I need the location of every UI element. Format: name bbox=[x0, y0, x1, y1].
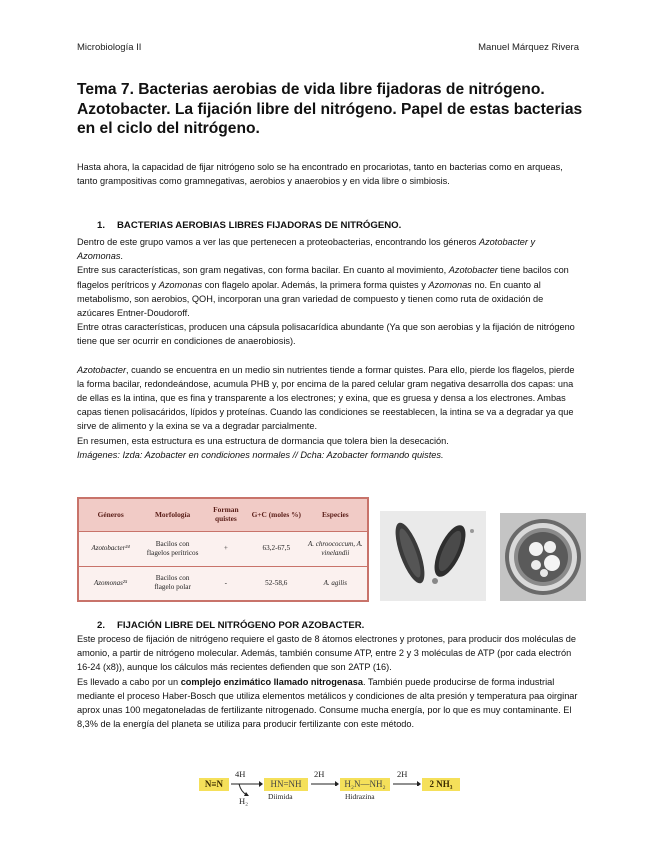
table-header: Morfología bbox=[142, 499, 202, 531]
section1-paragraph-3: Entre otras características, producen una cápsula polisacarídica abundante (Ya que son aerobias y la fijación de nitrógeno tiene que ser ocurrir en condiciones de anaerobiosis). bbox=[77, 322, 575, 347]
section1-heading bbox=[97, 220, 401, 231]
section2-heading bbox=[97, 620, 364, 631]
table-header: Especies bbox=[304, 499, 367, 531]
hydrazine-label: Hidrazina bbox=[345, 792, 375, 801]
nitrogen-reduction-scheme bbox=[195, 769, 465, 812]
table-row bbox=[79, 531, 367, 566]
table-cell: + bbox=[203, 531, 249, 566]
ammonia-box: 2 NH₃ bbox=[422, 778, 460, 791]
arrow2-label: 2H bbox=[314, 769, 325, 779]
hydrazine-box: H₂N—NH₂ bbox=[340, 778, 390, 791]
section2-paragraph-1: Este proceso de fijación de nitrógeno requiere el gasto de 8 átomos electrones y protones, para producir dos moléculas de amonio, a partir de nitrógeno molecular. Además, también consume ATP, entre 2 y 3 moléculas de ATP (por cada electrón 16-24 (x8)), aunque los cálculos más recientes defienden que son 2ATP (16). bbox=[77, 634, 576, 673]
section1-number: 1. bbox=[97, 220, 106, 231]
table-cell: Bacilos con flagelos perítricos bbox=[142, 531, 202, 566]
table-cell: 52-58,6 bbox=[249, 566, 304, 600]
table-cell: Azotobacter²⁴ bbox=[79, 531, 142, 566]
table-header: G+C (moles %) bbox=[249, 499, 304, 531]
table-row bbox=[79, 566, 367, 600]
table-cell: 63,2-67,5 bbox=[249, 531, 304, 566]
table-header: Forman quistes bbox=[203, 499, 249, 531]
section2-body bbox=[77, 632, 582, 731]
section2-paragraph-2: Es llevado a cabo por un complejo enzimático llamado nitrogenasa. También puede producirse de forma industrial mediante el proceso Haber-Bosch que utiliza elementos metálicos y condiciones de alta presión y temperatura paa oirginar aprox unas 100 megatoneladas de fertilizante nitrogenado. Consume mucha energía, por lo que es muy contaminante. El 8,3% de la energía del planeta se utiliza para producir fertilizante con este método. bbox=[77, 676, 578, 730]
table-cell: A. chroococcum, A. vinelandii bbox=[304, 531, 367, 566]
arrow3-icon bbox=[391, 776, 421, 786]
azotobacter-rods-image bbox=[380, 511, 486, 601]
header-left: Microbiología II bbox=[77, 42, 142, 53]
diimide-box: HN=NH bbox=[264, 778, 308, 791]
image-caption: Imágenes: Izda: Azobacter en condiciones normales // Dcha: Azobacter formando quistes. bbox=[77, 449, 444, 460]
header-right: Manuel Márquez Rivera bbox=[478, 42, 579, 53]
section1-body bbox=[77, 235, 582, 462]
azotobacter-cyst-image bbox=[500, 513, 586, 601]
arrow1-label: 4H bbox=[235, 769, 246, 779]
table-cell: - bbox=[203, 566, 249, 600]
table-header: Géneros bbox=[79, 499, 142, 531]
section1-paragraph-4: Azotobacter, cuando se encuentra en un medio sin nutrientes tiende a formar quistes. Para ello, pierde los flagelos, pierde la forma bacilar, redondeándose, acumula PHB y, por encima de la pared celular gram negativa desarrolla dos capas: una de ellas es la intina, que es fina y transparente a los electrones; y exina, que es gruesa y densa a los electrones. Ambas capas tienen polisacáridos, lípidos y proteínas. Cuando las condiciones se reestablecen, la intina se va a degradar ya que sirve de alimento y la exina se va a degradar parcialmente. bbox=[77, 364, 575, 432]
hydrogen-released-label: H₂ bbox=[239, 796, 249, 806]
table-cell: Azomonas²⁵ bbox=[79, 566, 142, 600]
genera-table bbox=[77, 497, 369, 602]
section1-paragraph-1: Dentro de este grupo vamos a ver las que pertenecen a proteobacterias, encontrando los géneros Azotobacter y Azomonas. bbox=[77, 237, 536, 262]
diimide-label: Diimida bbox=[268, 792, 293, 801]
section1-title: BACTERIAS AEROBIAS LIBRES FIJADORAS DE NITRÓGENO. bbox=[117, 220, 402, 231]
table-cell: A. agilis bbox=[304, 566, 367, 600]
page-title: Tema 7. Bacterias aerobias de vida libre fijadoras de nitrógeno. Azotobacter. La fijación libre del nitrógeno. Papel de estas bacterias en el ciclo del nitrógeno. bbox=[77, 81, 583, 137]
arrow2-icon bbox=[309, 776, 339, 786]
section2-title: FIJACIÓN LIBRE DEL NITRÓGENO POR AZOBACTER. bbox=[117, 620, 365, 631]
table-cell: Bacilos con flagelo polar bbox=[142, 566, 202, 600]
dinitrogen-box: N≡N bbox=[199, 778, 229, 791]
intro-paragraph: Hasta ahora, la capacidad de fijar nitrógeno solo se ha encontrado en procariotas, tanto en bacterias como en arqueas, tanto grampositivas como gramnegativas, aerobios y anaerobios y en vida libre o simbiosis. bbox=[77, 162, 563, 187]
arrow3-label: 2H bbox=[397, 769, 408, 779]
section2-number: 2. bbox=[97, 620, 106, 631]
section1-paragraph-2: Entre sus características, son gram negativas, con forma bacilar. En cuanto al movimiento, Azotobacter tiene bacilos con flagelos perítricos y Azomonas con flagelo apolar. Además, la primera forma quistes y Azomonas no. En cuanto al metabolismo, son aerobios, QOH, incorporan una gran variedad de compuesto y tienen como ruta de oxidación de azúcares Entner-Doudoroff. bbox=[77, 265, 569, 319]
section1-paragraph-5: En resumen, esta estructura es una estructura de dormancia que tolera bien la desecación. bbox=[77, 435, 449, 446]
